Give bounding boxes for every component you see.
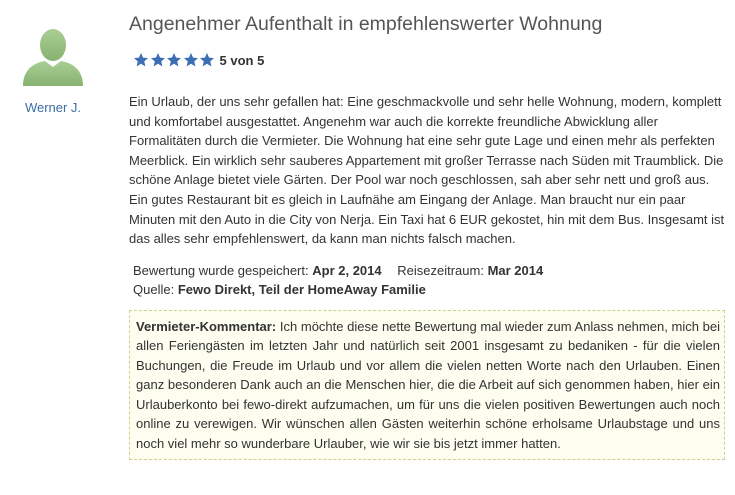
star-rating: [133, 52, 216, 68]
meta-line-dates: [133, 261, 725, 281]
saved-label: Bewertung wurde gespeichert:: [133, 262, 309, 278]
review-title: Angenehmer Aufenthalt in empfehlenswerter Wohnung: [129, 13, 603, 35]
period-label: Reisezeitraum:: [397, 262, 484, 278]
rating-text: 5 von 5: [219, 52, 265, 68]
star-icon: [150, 52, 166, 68]
owner-comment-label: Vermieter-Kommentar:: [136, 318, 277, 334]
star-icon: [183, 52, 199, 68]
review-body: Ein Urlaub, der uns sehr gefallen hat: Eine geschmackvolle und sehr helle Wohnung, modern, komplett und komfortabel ausgestattet. Angenehm war auch die korrekte freundliche Abwicklung aller Formalitäten durch die Vermieter. Die Wohnung hat eine sehr gute Lage und einen mehr als perfekten Meerblick. Ein wirklich sehr sauberes Appartement mit großer Terrasse nach Süden mit Traumblick. Die schöne Anlage bietet viele Gärten. Der Pool war noch geschlossen, sah aber sehr nett und groß aus. Ein gutes Restaurant bit es gleich in Laufnähe am Eingang der Anlage. Man braucht nur ein paar Minuten mit den Auto in die City von Nerja. Ein Taxi hat 6 EUR gekostet, hin mit dem Bus. Insgesamt ist das alles sehr empfehlenswert, da kann man nichts falsch machen.: [129, 94, 725, 247]
user-avatar-icon: [21, 26, 85, 86]
owner-comment-text: Ich möchte diese nette Bewertung mal wieder zum Anlass nehmen, mich bei allen Feriengästen im letzten Jahr und natürlich seit 2001 insgesamt zu bedaniken - für die vielen Buchungen, die Freude im Urlaub und vor allem die vielen netten Worte nach den Urlauben. Einen ganz besonderen Dank auch an die Menschen hier, die die Arbeit auf sich genommen haben, hier ein Urlauberkonto bei fewo-direkt aufzumachen, um für uns die vielen positiven Bewertungen auch noch online zu verewigen. Wir wünschen allen Gästen weiterhin schöne erholsame Urlaubstage und uns noch viel mehr so wunderbare Urlauber, wie wir sie bis jetzt immer hatten.: [136, 318, 720, 451]
review-source: Fewo Direkt, Teil der HomeAway Familie: [177, 282, 426, 298]
saved-date: Apr 2, 2014: [312, 262, 382, 278]
star-icon: [133, 52, 149, 68]
review-meta: [133, 261, 725, 300]
source-label: Quelle:: [133, 282, 175, 298]
reviewer-name: Werner J.: [24, 100, 82, 115]
owner-comment: [129, 310, 725, 461]
star-icon: [166, 52, 182, 68]
travel-period: Mar 2014: [487, 262, 544, 278]
star-icon: [199, 52, 215, 68]
meta-line-source: [133, 280, 725, 300]
reviewer-column: [20, 26, 86, 115]
review-content: [129, 12, 725, 460]
review-rating: [129, 50, 725, 70]
